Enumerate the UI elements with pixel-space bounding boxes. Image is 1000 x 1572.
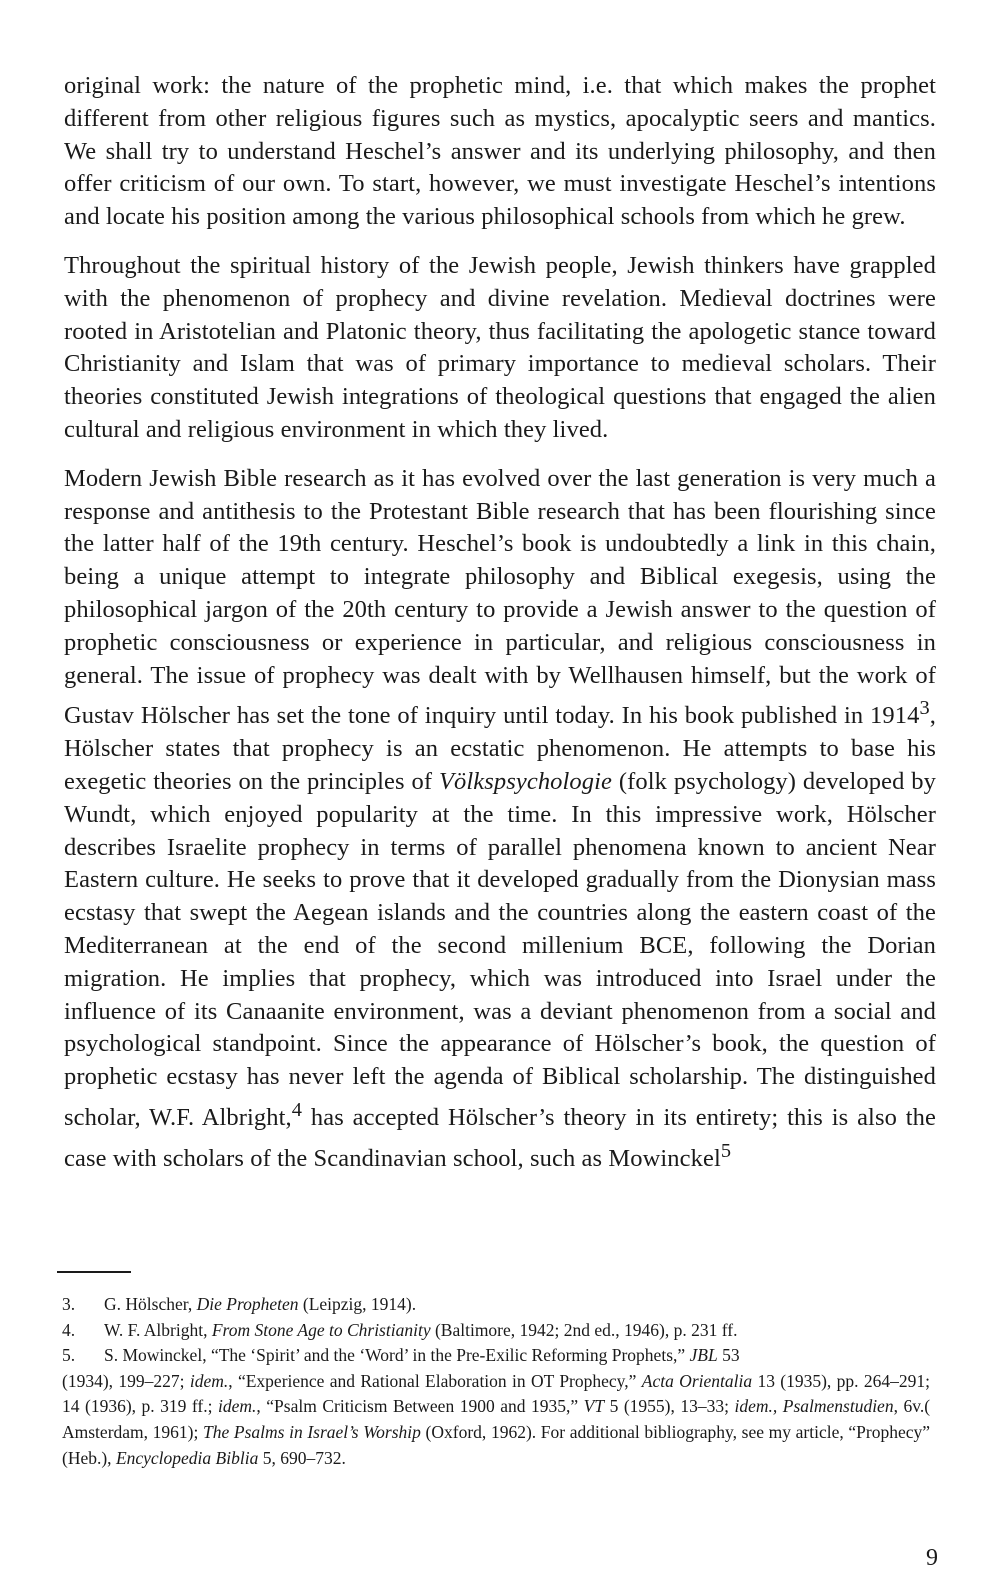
footnote-text: , “Experience and Rational Elaboration in OT Prophecy,” — [228, 1370, 642, 1391]
page-number: 9 — [926, 1545, 938, 1571]
paragraph-3-text: (folk psychology) developed by Wundt, which enjoyed popularity at the time. In this impressive work, Hölscher describes Israelite prophecy in terms of parallel phenomena known to ancient Near Eastern culture. He seeks to prove that it developed gradually from the Dionysian mass ecstasy that swept the Aegean islands and the countries along the eastern coast of the Mediterranean at the end of the second millenium BCE, following the Dorian migration. He implies that prophecy, which was introduced into Israel under the influence of its Canaanite environment, was a deviant phenomenon from a social and psychological standpoint. Since the appearance of Hölscher’s book, the question of prophetic ecstasy has never left the agenda of Biblical scholarship. The distinguished scholar, W.F. Albright, — [64, 768, 936, 1132]
paragraph-3-text: Modern Jewish Bible research as it has evolved over the last generation is very much a response and antithesis to the Protestant Bible research that has been flourishing since the latter half of the 19th century. Heschel’s book is undoubtedly a link in this chain, being a unique attempt to integrate philosophy and Biblical exegesis, using the philosophical jargon of the 20th century to provide a Jewish answer to the question of prophetic consciousness or experience in particular, and religious consciousness in general. The issue of prophecy was dealt with by Wellhausen himself, but the work of Gustav Hölscher has set the tone of inquiry until today. In his book published in 1914 — [64, 464, 936, 730]
book-title: Encyclopedia Biblia — [115, 1447, 259, 1468]
footnote-ref-3: 3 — [919, 697, 930, 720]
journal-title: VT — [583, 1396, 605, 1417]
book-title: The Psalms in Israel’s — [203, 1421, 359, 1442]
footnote-number: 5. — [62, 1345, 76, 1366]
paragraph-3 — [64, 463, 936, 1176]
footnote-ref-4: 4 — [291, 1099, 303, 1122]
paragraph-3-text: has accepted Hölscher’s theory in its entirety; this is also the case with scholars of the Scandinavian school, such as Mowinckel — [64, 1104, 936, 1173]
footnote-3 — [62, 1292, 930, 1318]
paragraph-1: original work: the nature of the prophetic mind, i.e. that which makes the prophet different from other religious figures such as mystics, apocalyptic seers and mantics. We shall try to understand Heschel’s answer and its underlying philosophy, and then offer criticism of our own. To start, however, we must investigate Heschel’s intentions and locate his position among the various philosophical schools from which he grew. — [64, 72, 936, 231]
footnote-text: 5 (1955), 13–33; — [604, 1396, 735, 1417]
body-text — [64, 70, 936, 1192]
book-title: Worship — [363, 1421, 421, 1442]
footnote-text: (Leipzig, 1914). — [298, 1294, 417, 1314]
footnote-5 — [62, 1343, 930, 1369]
footnote-text: 53 — [717, 1345, 740, 1366]
footnote-text: (1934), 199–227; — [62, 1370, 190, 1391]
paragraph-3-text: , Hölscher states that prophecy is an ecstatic phenomenon. He attempts to base his exegetic theories on the principles of — [64, 702, 936, 796]
footnote-text: , “Psalm Criticism Between 1900 and 1935,” — [256, 1396, 579, 1417]
footnote-text: S. Mowinckel, “The ‘Spirit’ and the ‘Word’ in the Pre-Exilic Reforming Prophets,” — [104, 1345, 690, 1366]
paragraph-2: Throughout the spiritual history of the Jewish people, Jewish thinkers have grappled with the phenomenon of prophecy and divine revelation. Medieval doctrines were rooted in Aristotelian and Platonic theory, thus facilitating the apologetic stance toward Christianity and Islam that was of primary importance to medieval scholars. Their theories constituted Jewish integrations of theological questions that engaged the alien cultural and religious environment in which they lived. — [64, 251, 936, 443]
book-title: idem., Psalmenstudien — [734, 1396, 894, 1417]
footnote-text: (Oxford, 1962). For additional bibliography, see my article, “Prophecy” (Heb.), — [62, 1421, 931, 1468]
footnotes — [62, 1292, 930, 1471]
footnote-number: 3. — [62, 1294, 76, 1314]
journal-title: JBL — [689, 1345, 718, 1366]
footnote-4 — [62, 1318, 930, 1344]
footnote-ref-5: 5 — [720, 1140, 732, 1163]
footnote-text: (Baltimore, 1942; 2nd ed., 1946), p. 231 ff. — [430, 1319, 738, 1340]
footnote-text: G. Hölscher, — [104, 1294, 197, 1314]
idem: idem. — [218, 1396, 257, 1417]
idem: idem. — [189, 1370, 229, 1391]
footnote-text: W. F. Albright, — [104, 1319, 212, 1340]
italic-term: Völkspsychologie — [438, 768, 613, 796]
footnote-number: 4. — [62, 1319, 76, 1340]
journal-title: Acta Orientalia — [641, 1370, 753, 1391]
book-title: Die Propheten — [196, 1294, 299, 1314]
footnote-text: , 6v.( Amsterdam, 1961); — [62, 1396, 931, 1442]
footnote-text: 13 (1935), pp. 264–291; 14 (1936), p. 319 ff.; — [62, 1370, 930, 1417]
footnote-5-continued — [62, 1369, 930, 1471]
footnote-divider — [57, 1271, 131, 1273]
footnote-text: 5, 690–732. — [258, 1447, 346, 1468]
book-title: From Stone Age to Christianity — [211, 1319, 431, 1340]
